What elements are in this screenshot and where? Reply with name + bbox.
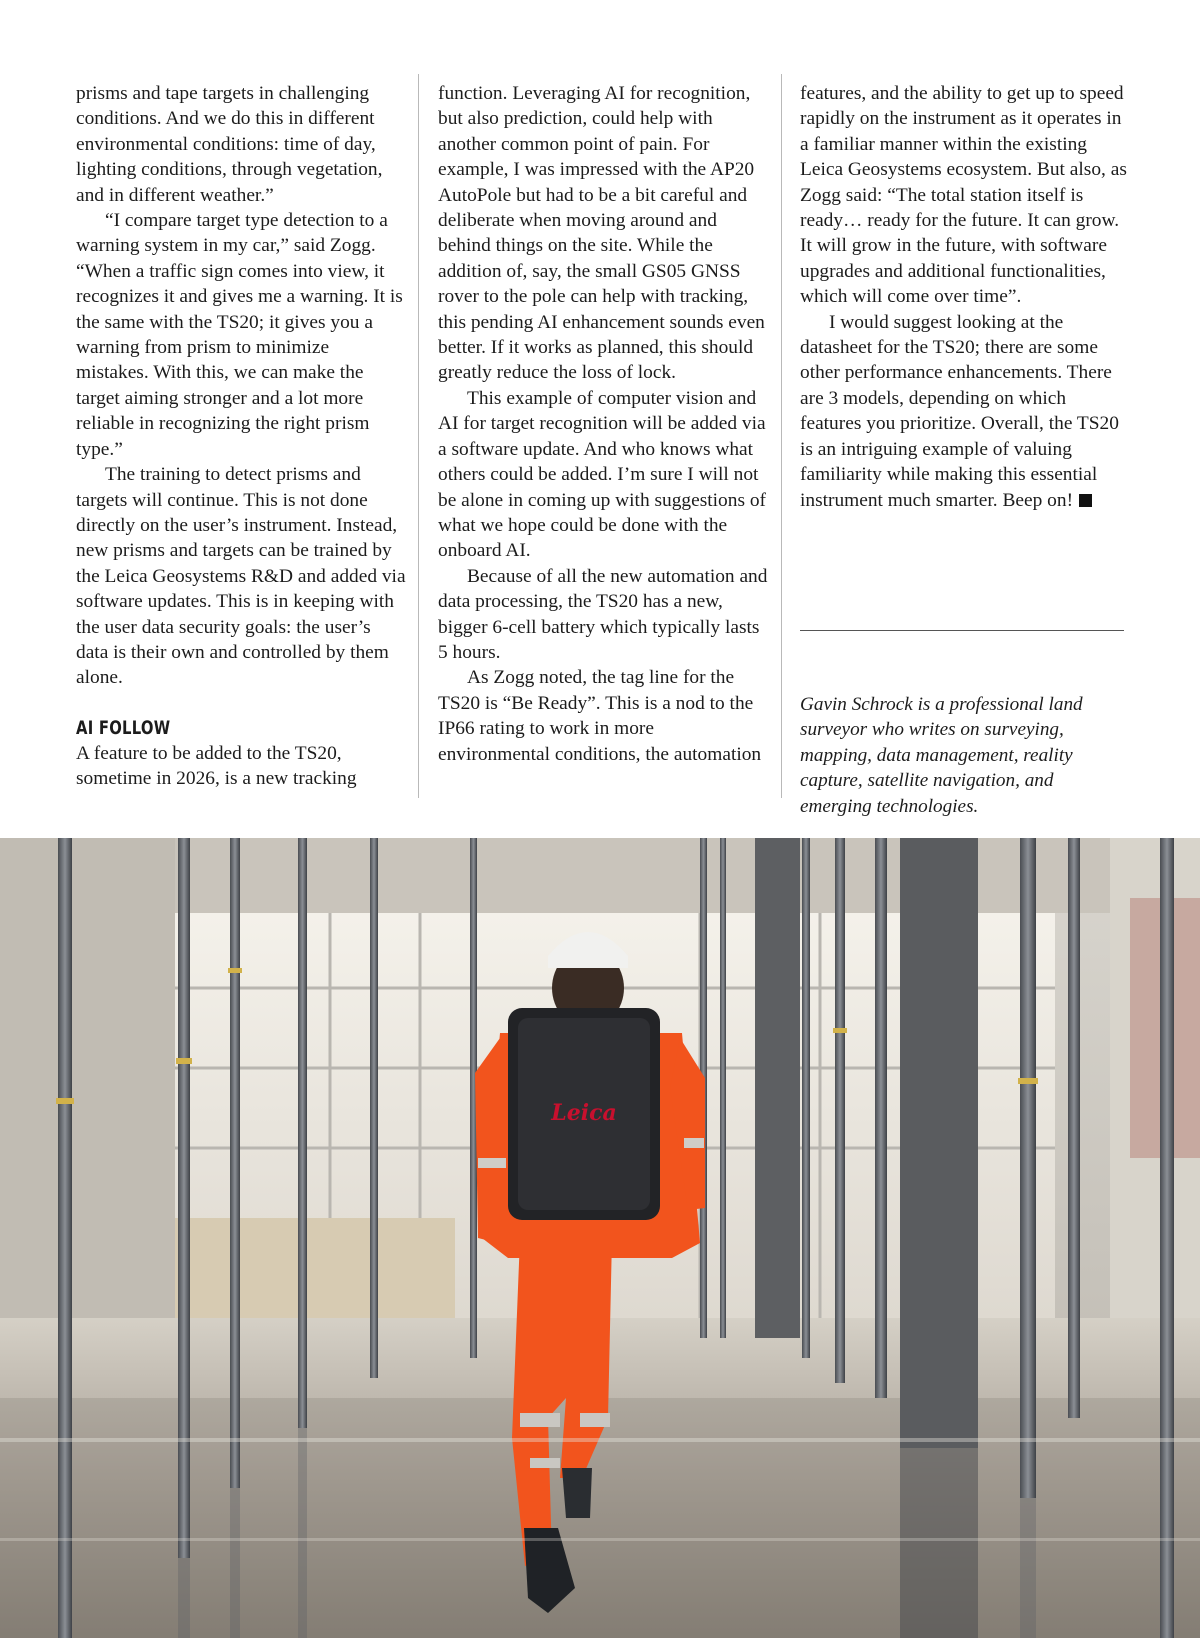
- backpack-logo: Leica: [551, 1100, 617, 1126]
- column-divider: [418, 74, 419, 798]
- paragraph: [800, 310, 1130, 513]
- paragraph: function. Leveraging AI for recognition, but also prediction, could help with another common point of pain. For example, I was impressed with the AP20 AutoPole but had to be a bit careful and deliberate when moving around and behind things on the site. While the addition of, say, the small GS05 GNSS rover to the pole can help with tracking, this pending AI enhancement sounds even better. If it works as planned, this should greatly reduce the loss of lock.: [438, 83, 765, 384]
- paragraph: The training to detect prisms and targets will continue. This is not done directly on the user’s instrument. Instead, new prisms and targets can be trained by the Leica Geosystems R&D and added via software updates. This is in keeping with the user data security goals: the user’s data is their own and controlled by them alone.: [76, 464, 406, 689]
- photo-surveyor-walking: [0, 838, 1200, 1638]
- bio-divider: [800, 630, 1124, 631]
- paragraph: As Zogg noted, the tag line for the TS20 is “Be Ready”. This is a nod to the IP66 rating to work in more environmental conditions, the automation: [438, 667, 762, 765]
- article-column-2: [438, 81, 768, 767]
- paragraph: A feature to be added to the TS20, sometime in 2026, is a new tracking: [76, 742, 357, 790]
- author-bio: Gavin Schrock is a professional land surveyor who writes on surveying, mapping, data management, reality capture, satellite navigation, and emerging technologies.: [800, 694, 1083, 817]
- paragraph: “I compare target type detection to a warning system in my car,” said Zogg. “When a traffic sign comes into view, it recognizes it and gives me a warning. It is the same with the TS20; it gives you a warning from prism to minimize mistakes. With this, we can make the target aiming stronger and a lot more reliable in recognizing the right prism type.”: [76, 210, 403, 460]
- article-column-1: [76, 81, 406, 792]
- column-divider: [781, 74, 782, 798]
- paragraph: This example of computer vision and AI for target recognition will be added via a software update. And who knows what others could be added. I’m sure I will not be alone in coming up with suggestions of what we hope could be done with the onboard AI.: [438, 387, 766, 562]
- section-heading: AI FOLLOW: [76, 716, 171, 739]
- paragraph: prisms and tape targets in challenging conditions. And we do this in different environmental conditions: time of day, lighting conditions, through vegetation, and in different weather.”: [76, 83, 383, 206]
- article-column-3: [800, 81, 1130, 513]
- paragraph: features, and the ability to get up to speed rapidly on the instrument as it operates in a familiar manner within the existing Leica Geosystems ecosystem. But also, as Zogg said: “The total station itself is ready… ready for the future. It can grow. It will grow in the future, with software upgrades and additional functionalities, which will come over time”.: [800, 83, 1127, 308]
- paragraph: Because of all the new automation and data processing, the TS20 has a new, bigger 6-cell battery which typically lasts 5 hours.: [438, 565, 768, 663]
- paragraph-text: I would suggest looking at the datasheet for the TS20; there are some other performance enhancements. There are 3 models, depending on which features you prioritize. Overall, the TS20 is an intriguing example of valuing familiarity while making this essential instrument much smarter. Beep on!: [800, 311, 1119, 511]
- end-mark-icon: [1079, 494, 1092, 507]
